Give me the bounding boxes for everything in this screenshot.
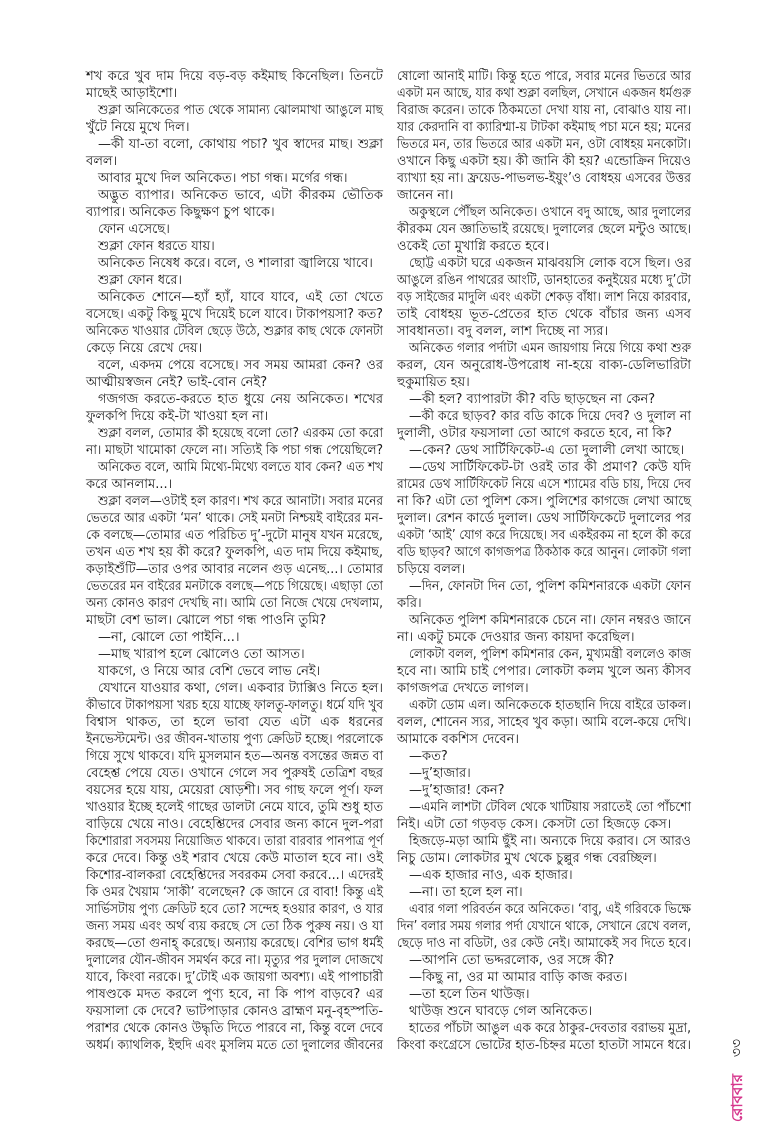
paragraph: [397, 782, 691, 799]
line-text: শুক্লা ফোন ধরতে যায়।: [98, 239, 215, 254]
paragraph: [397, 986, 691, 1003]
line-text: —আপনি তো ভদ্দরলোক, ওর সঙ্গে কী?: [409, 953, 615, 968]
line-text: বয়সের হয়ে যায়, মেয়েরা ষোড়শী। সব গাছ ফলে পূর্ণ। ফল: [86, 783, 383, 798]
line-text: সাবধানতা। বদু বলল, লাশ দিচ্ছে না স্যর।: [397, 324, 609, 339]
paragraph: [86, 221, 383, 238]
line-text: লোকটা বলল, পুলিশ কমিশনার কেন, মুখ্যমন্ত্রী বললেও কাজ: [409, 647, 691, 662]
line-text: সার্ভিসটায় পুণ্য ক্রেডিট হবে তো? সন্দেহ হওয়ার কারণ, ও যার: [86, 902, 383, 917]
line-text: ফয়সালা কে দেবে? ভাটপাড়ার কোনও ব্রাহ্মণ মনু-বৃহস্পতি-: [86, 1004, 383, 1019]
text-line: [86, 867, 383, 884]
text-line: [86, 68, 383, 85]
paragraph: [397, 748, 691, 765]
text-line: [397, 748, 691, 765]
text-line: [86, 544, 383, 561]
line-text: বলে, একদম পেয়ে বসেছে। সব সময় আমরা কেন? ওর: [98, 358, 383, 373]
line-text: শখ করে খুব দাম দিয়ে বড়-বড় কইমাছ কিনেছিল। তিনটে: [86, 69, 383, 84]
text-line: [86, 1037, 383, 1054]
line-text: —দু’হাজার।: [409, 766, 471, 781]
text-line: [86, 153, 383, 170]
line-text: ছেড়ে দাও না বডিটা, ওর কেউ নেই। আমাকেই সব দিতে হবে।: [397, 936, 691, 951]
line-text: —এক হাজার নাও, এক হাজার।: [409, 868, 573, 883]
line-text: বেহেশ্ত পেয়ে যেত। ওখানে গেলে সব পুরুষই তেত্রিশ বছর: [86, 766, 383, 781]
text-line: [86, 850, 383, 867]
text-line: [86, 799, 383, 816]
text-line: [86, 1020, 383, 1037]
line-text: শুক্লা অনিকেতের পাত থেকে সামান্য ঝোলমাখা আঙুলে মাছ: [98, 103, 383, 118]
line-text: জানেন না।: [397, 188, 454, 203]
text-line: [397, 442, 691, 459]
line-text: কেড়ে নিয়ে রেখে দেয়।: [86, 341, 203, 356]
line-text: না। একটু চমকে দেওয়ার জন্য কায়দা করেছিল।: [397, 630, 635, 645]
text-line: [397, 867, 691, 884]
paragraph: [397, 646, 691, 697]
text-line: [397, 714, 691, 731]
line-text: দুলাল। রেশন কার্ডে দুলাল। ডেথ সার্টিফিকেটে দুলালের পর: [397, 511, 691, 526]
text-line: [397, 153, 691, 170]
text-line: [397, 680, 691, 697]
text-line: [397, 1003, 691, 1020]
text-line: [397, 816, 691, 833]
line-text: অনিকেত পুলিশ কমিশনারকে চেনে না। ফোন নম্বরও জানে: [409, 613, 691, 628]
text-line: [86, 391, 383, 408]
paragraph: [397, 1020, 691, 1054]
line-text: —ডেথ সার্টিফিকেট-টা ওরই তার কী প্রমাণ? কেউ যদি: [409, 460, 691, 475]
text-line: [397, 102, 691, 119]
text-line: [397, 612, 691, 629]
text-line: [86, 204, 383, 221]
text-line: [86, 629, 383, 646]
line-text: বডি ছাড়ব? আগে কাগজপত্র ঠিকঠাক করে আনুন। লোকটা গলা: [397, 545, 691, 560]
text-line: [86, 306, 383, 323]
line-text: না। মাছটা খামোকা ফেলে না। সত্যিই কি পচা গন্ধ পেয়েছিলে?: [86, 443, 383, 458]
paragraph: [397, 799, 691, 833]
text-line: [86, 527, 383, 544]
text-line: [86, 969, 383, 986]
paragraph: [397, 952, 691, 969]
paragraph: [86, 357, 383, 391]
line-text: ছোট্ট একটা ঘরে একজন মাঝবয়সি লোক বসে ছিল। ওর: [409, 256, 691, 271]
line-text: —কত?: [409, 749, 448, 764]
line-text: কিশোরারা সবসময় নিয়োজিত থাকবে। তারা বারবার পানপাত্র পূর্ণ: [86, 834, 383, 849]
line-text: কিশোর-বালকরা বেহেশ্তিদের সবরকম সেবা করবে...। এদেরই: [86, 868, 383, 883]
paragraph: [86, 459, 383, 493]
paragraph: [86, 425, 383, 459]
text-line: [86, 680, 383, 697]
line-text: একটা ডোম এল। অনিকেতকে হাতছানি দিয়ে বাইরে ডাকল।: [409, 698, 691, 713]
text-line: [397, 578, 691, 595]
paragraph: [397, 765, 691, 782]
line-text: গজগজ করতে-করতে হাত ধুয়ে নেয় অনিকেত। শখের: [98, 392, 383, 407]
paragraph: [86, 272, 383, 289]
paragraph: [397, 901, 691, 952]
paragraph: [86, 255, 383, 272]
line-text: বিরাজ করেন। তাকে ঠিকমতো দেখা যায় না, বোঝাও যায় না।: [397, 103, 691, 118]
line-text: দুলালের যৌন-জীবন সমর্থন করে না। মৃত্যুর পর দুলাল দোজখে: [86, 953, 383, 968]
text-line: [397, 918, 691, 935]
text-line: [86, 782, 383, 799]
line-text: অনিকেত নিষেধ করে। বলে, ও শালারা জ্বালিয়ে খাবে।: [98, 256, 373, 271]
text-line: [86, 595, 383, 612]
line-text: বলল।: [86, 154, 118, 169]
line-text: কাগজপত্র দেখতে লাগল।: [397, 681, 529, 696]
text-line: [86, 340, 383, 357]
text-line: [86, 136, 383, 153]
text-line: [397, 238, 691, 255]
paragraph: [86, 680, 383, 1054]
paragraph: [86, 238, 383, 255]
paragraph: [397, 969, 691, 986]
line-text: হিজড়ে-মড়া আমি ছুঁই না। অন্যকে দিয়ে করাব। সে আরও: [409, 834, 691, 849]
line-text: ভিতরে মন, তার ভিতরে আর একটা মন, ওটা বোধহয় মনকোটা।: [397, 137, 691, 152]
text-line: [86, 578, 383, 595]
text-line: [86, 646, 383, 663]
paragraph: [397, 884, 691, 901]
line-text: না কি? এটা তো পুলিশ কেস। পুলিশের কাগজে লেখা আছে: [397, 494, 691, 509]
line-text: অনিকেত বলে, আমি মিথ্যে-মিথ্যে বলতে যাব কেন? এত শখ: [98, 460, 383, 475]
line-text: নিচু ডোম। লোকটার মুখ থেকে চুল্লুর গন্ধ বেরচ্ছিল।: [397, 851, 657, 866]
text-line: [397, 306, 691, 323]
paragraph: [397, 833, 691, 867]
line-text: করছে—তো গুনাহ্ করেছে। অন্যায় করেছে। বেশির ভাগ ধর্মই: [86, 936, 383, 951]
text-line: [86, 901, 383, 918]
paragraph: [397, 340, 691, 391]
text-line: [397, 629, 691, 646]
text-line: [397, 799, 691, 816]
text-line: [397, 136, 691, 153]
text-line: [86, 459, 383, 476]
line-text: —কী করে ছাড়ব? কার বডি কাকে দিয়ে দেব? ও দুলাল না: [409, 409, 691, 424]
paragraph: [397, 612, 691, 646]
text-line: [397, 476, 691, 493]
line-text: অদ্ভুত ব্যাপার। অনিকেত ভাবে, এটা কীরকম ভৌতিক: [98, 188, 383, 203]
line-text: ভেতরে আর একটা ‘মন’ থাকে। সেই মনটা নিশ্চয়ই বাইরের মন-: [86, 511, 383, 526]
line-text: অনিকেত খাওয়ার টেবিল ছেড়ে উঠে, শুক্লার কাছ থেকে ফোনটা: [86, 324, 383, 339]
right-column: [397, 68, 691, 1054]
text-line: [397, 782, 691, 799]
line-text: করে দেবে। কিন্তু ওই শরাব খেয়ে কেউ মাতাল হবে না। ওই: [86, 851, 383, 866]
text-line: [397, 595, 691, 612]
text-line: [86, 663, 383, 680]
line-text: একটা ‘আই’ যোগ করে দিয়েছে। সব একইরকম না হলে কী করে: [397, 528, 691, 543]
text-line: [397, 272, 691, 289]
text-line: [86, 884, 383, 901]
line-text: অধর্ম। ক্যাথলিক, ইহুদি এবং মুসলিম মতে তো দুলালের জীবনের: [86, 1038, 383, 1053]
text-line: [397, 544, 691, 561]
line-text: কীভাবে টাকাপয়সা খরচ হয়ে যাচ্ছে ফালতু-ফালতু। ধর্মে যদি খুব: [86, 698, 383, 713]
text-line: [397, 527, 691, 544]
text-line: [86, 374, 383, 391]
line-text: শুক্লা বলল—ওটাই হল কারণ। শখ করে আনাটা। সবার মনের: [98, 494, 383, 509]
paragraph: [86, 646, 383, 663]
line-text: যেখানে যাওয়ার কথা, গেল। একবার ট্যাক্সিও নিতে হল।: [98, 681, 383, 696]
line-text: রামের ডেথ সার্টিফিকেট নিয়ে এসে শ্যামের বডি চায়, দিয়ে দেব: [397, 477, 691, 492]
line-text: অন্য কোনও কারণ দেখছি না। আমি তো নিজে খেয়ে দেখলাম,: [86, 596, 383, 611]
text-line: [397, 391, 691, 408]
line-text: হবে না। আমি চাই পেপার। লোকটা কলম খুলে অন্য কীসব: [397, 664, 691, 679]
text-line: [397, 204, 691, 221]
line-text: আবার মুখে দিল অনিকেত। পচা গন্ধ। মর্গের গন্ধ।: [98, 171, 348, 186]
text-line: [86, 714, 383, 731]
text-line: [86, 119, 383, 136]
paragraph: [397, 442, 691, 459]
text-line: [397, 221, 691, 238]
line-text: পরাশর থেকে কোনও উদ্ধৃতি দিতে পারবে না, কিন্তু বলে দেবে: [86, 1021, 383, 1036]
paragraph: [397, 697, 691, 748]
text-line: [86, 170, 383, 187]
line-text: বাড়িয়ে খেয়ে নাও। বেহেশ্তিদের সেবার জন্য কানে দুল-পরা: [86, 817, 383, 832]
line-text: ষোলো আনাই মাটি। কিন্তু হতে পারে, সবার মনের ভিতরে আর: [397, 69, 691, 84]
text-line: [397, 340, 691, 357]
text-line: [86, 731, 383, 748]
line-text: দিন’ বলার সময় গলার পর্দা যেখানে থাকে, সেখানে রেখে বলল,: [397, 919, 691, 934]
page-number: ৩৩: [729, 1038, 745, 1058]
line-text: কীরকম যেন জ্ঞাতিভাই রয়েছে। দুলালের ছেলে মন্টুও আছে।: [397, 222, 691, 237]
text-line: [86, 323, 383, 340]
line-text: শুক্লা ফোন ধরে।: [98, 273, 183, 288]
line-text: হুকুমায়িত হয়।: [397, 375, 470, 390]
text-line: [86, 493, 383, 510]
line-text: —কেন? ডেথ সার্টিফিকেট-এ তো দুলালী লেখা আছে।: [409, 443, 685, 458]
line-text: বড় সাইজের মাদুলি এবং একটা শেকড় বাঁধা। লাশ নিয়ে কারবার,: [397, 290, 691, 305]
paragraph: [397, 867, 691, 884]
paragraph: [86, 663, 383, 680]
left-column: [86, 68, 383, 1054]
line-text: একটা মন আছে, যার কথা শুক্লা বলছিল, সেখানে একজন ধর্মগুরু: [397, 86, 691, 101]
text-line: [397, 170, 691, 187]
paragraph: [397, 1003, 691, 1020]
paragraph: [397, 255, 691, 340]
text-line: [397, 68, 691, 85]
text-line: [397, 850, 691, 867]
text-line: [86, 935, 383, 952]
paragraph: [397, 578, 691, 612]
line-text: দুলালী, ওটার ফয়সালা তো আগে করতে হবে, না কি?: [397, 426, 673, 441]
magazine-name: রোববার: [728, 1074, 746, 1122]
paragraph: [86, 102, 383, 136]
text-line: [86, 85, 383, 102]
text-line: [86, 748, 383, 765]
text-line: [397, 459, 691, 476]
line-text: থাউজ় শুনে ঘাবড়ে গেল অনিকেত।: [409, 1004, 593, 1019]
text-line: [397, 765, 691, 782]
paragraph: [86, 629, 383, 646]
text-line: [86, 561, 383, 578]
line-text: —দিন, ফোনটা দিন তো, পুলিশ কমিশনারকে একটা ফোন: [409, 579, 691, 594]
line-text: খাওয়ার ইচ্ছে হলেই গাছের ডালটা নেমে যাবে, তুমি শুধু হাত: [86, 800, 383, 815]
line-text: যার কেরদানি বা ক্যারিশ্মা-য় টাটকা কইমাছ পচা মনে হয়; মনের: [397, 120, 691, 135]
line-text: অকুস্থলে পৌঁছল অনিকেত। ওখানে বদু আছে, আর দুলালের: [409, 205, 691, 220]
line-text: তাই বোধহয় ভূত-প্রেতের হাত থেকে বাঁচার জন্য এসব: [397, 307, 691, 322]
line-text: বিশ্বাস থাকত, তা হলে ভাবা যেত এটা এক ধরনের: [86, 715, 383, 730]
line-text: বসেছে। একটু কিছু মুখে দিয়েই চলে যাবে। টাকাপয়সা? কত?: [86, 307, 383, 322]
text-line: [86, 952, 383, 969]
text-line: [86, 272, 383, 289]
text-line: [397, 663, 691, 680]
text-line: [397, 323, 691, 340]
line-text: তখন এত শখ হয় কী করে? ফুলকপি, এত দাম দিয়ে কইমাছ,: [86, 545, 383, 560]
line-text: ওখানে কিছু একটা হয়। কী জানি কী হয়? এন্ডোক্রিন দিয়েও: [397, 154, 691, 169]
line-text: আত্মীয়স্বজন নেই? ভাই-বোন নেই?: [86, 375, 268, 390]
text-line: [397, 408, 691, 425]
line-text: —তা হলে তিন থাউজ়।: [409, 987, 530, 1002]
line-text: —না, ঝোলে তো পাইনি...।: [98, 630, 240, 645]
line-text: ফোন এসেছে।: [98, 222, 170, 237]
text-line: [86, 833, 383, 850]
line-text: জন্য সময় এবং অর্থ ব্যয় করছে সে তো ঠিক পুরুষ নয়। ও যা: [86, 919, 383, 934]
line-text: হাতের পাঁচটা আঙুল এক করে ঠাকুর-দেবতার বরাভয় মুদ্রা,: [409, 1021, 691, 1036]
line-text: অনিকেত শোনে—হ্যাঁ হ্যাঁ, যাবে যাবে, এই তো খেতে: [98, 290, 383, 305]
text-line: [397, 646, 691, 663]
paragraph: [86, 187, 383, 221]
line-text: —কিছু না, ওর মা আমার বাড়ি কাজ করত।: [409, 970, 628, 985]
line-text: কে বলছে—তোমার এত পরিচিত দু’-দুটো মানুষ যখন মরেছে,: [86, 528, 383, 543]
line-text: ওকেই তো মুখাগ্নি করতে হবে।: [397, 239, 550, 254]
text-line: [86, 255, 383, 272]
line-text: ব্যাপার। অনিকেত কিছুক্ষণ চুপ থাকে।: [86, 205, 275, 220]
text-line: [397, 510, 691, 527]
line-text: মাছেই আড়াইশো।: [86, 86, 178, 101]
paragraph: [397, 68, 691, 204]
text-line: [397, 697, 691, 714]
paragraph: [397, 459, 691, 578]
line-text: করল, যেন অনুরোধ-উপরোধ না-হয়ে বাক্য-ডেলিভারিটা: [397, 358, 691, 373]
text-line: [397, 255, 691, 272]
paragraph: [86, 68, 383, 102]
text-line: [86, 238, 383, 255]
paragraph: [397, 408, 691, 442]
line-text: আঙুলে রঙিন পাথরের আংটি, ডানহাতের কনুইয়ের মধ্যে দু’টো: [397, 273, 691, 288]
line-text: —না। তা হলে হল না।: [409, 885, 523, 900]
text-line: [397, 493, 691, 510]
text-line: [397, 901, 691, 918]
text-line: [397, 935, 691, 952]
paragraph: [86, 136, 383, 170]
line-text: যাকগে, ও নিয়ে আর বেশি ভেবে লাভ নেই।: [98, 664, 321, 679]
line-text: খুঁটে নিয়ে মুখে দিল।: [86, 120, 190, 135]
text-line: [86, 187, 383, 204]
line-text: —এমনি লাশটা টেবিল থেকে খাটিয়ায় সরাতেই তো পাঁচশো: [409, 800, 691, 815]
text-line: [397, 119, 691, 136]
line-text: কি ওমর খৈয়াম ‘সাকী’ বলেছেন? কে জানে রে বাবা! কিন্তু এই: [86, 885, 383, 900]
text-line: [86, 1003, 383, 1020]
paragraph: [397, 204, 691, 255]
text-line: [86, 816, 383, 833]
line-text: কড়াইশুঁটি—তার ওপর আবার নলেন গুড় এনেছ...। তোমার: [86, 562, 383, 577]
text-line: [86, 357, 383, 374]
line-text: ফুলকপি দিয়ে কই-টা খাওয়া হল না।: [86, 409, 269, 424]
line-text: যাবে, কিংবা নরকে। দু’টোই এক জায়গা অবশ্য। এই পাপাচারী: [86, 970, 383, 985]
line-text: নিই। এটা তো গড়বড় কেস। কেসটা তো হিজড়ে কেস।: [397, 817, 672, 832]
text-line: [86, 289, 383, 306]
text-line: [86, 510, 383, 527]
line-text: আমাকে বকশিস দেবেন।: [397, 732, 520, 747]
text-line: [397, 952, 691, 969]
line-text: —কী যা-তা বলো, কোথায় পচা? খুব স্বাদের মাছ। শুক্লা: [98, 137, 383, 152]
text-line: [86, 697, 383, 714]
text-line: [86, 442, 383, 459]
text-line: [397, 425, 691, 442]
line-text: পাষণ্ডকে মদত করলে পুণ্য হবে, না কি পাপ বাড়বে? এর: [86, 987, 383, 1002]
text-line: [397, 731, 691, 748]
line-text: এবার গলা পরিবর্তন করে অনিকেত। ‘বাবু, এই গরিবকে ভিক্ষে: [409, 902, 691, 917]
line-text: ইনভেস্টমেন্ট। ওর জীবন-খাতায় পুণ্য ক্রেডিট হচ্ছে। পরলোকে: [86, 732, 383, 747]
line-text: অনিকেত গলার পর্দাটা এমন জায়গায় নিয়ে গিয়ে কথা শুরু: [409, 341, 691, 356]
paragraph: [86, 391, 383, 425]
text-line: [86, 986, 383, 1003]
text-line: [397, 561, 691, 578]
line-text: মাছটা বেশ ভাল। ঝোলে পচা গন্ধ পাওনি তুমি?: [86, 613, 327, 628]
line-text: করি।: [397, 596, 422, 611]
text-line: [86, 476, 383, 493]
line-text: বলল, শোনেন স্যর, সাহেব খুব কড়া। আমি বলে-কয়ে দেখি।: [397, 715, 691, 730]
text-line: [397, 986, 691, 1003]
text-line: [86, 408, 383, 425]
line-text: কিংবা কংগ্রেসে ভোটের হাত-চিহ্নর মতো হাতটা সামনে ধরে।: [397, 1038, 691, 1053]
text-line: [397, 289, 691, 306]
paragraph: [86, 289, 383, 357]
line-text: ভেতরের মন বাইরের মনটাকে বলছে—পচে গিয়েছে। এছাড়া তো: [86, 579, 383, 594]
paragraph: [86, 170, 383, 187]
line-text: ব্যাখ্যা হয় না। ফ্রয়েড-পাভলভ-ইয়ুং’ও বোধহয় এসবের উত্তর: [397, 171, 691, 186]
paragraph: [397, 391, 691, 408]
text-line: [86, 612, 383, 629]
text-line: [397, 833, 691, 850]
text-line: [397, 357, 691, 374]
line-text: শুক্লা বলল, তোমার কী হয়েছে বলো তো? এরকম তো করো: [98, 426, 383, 441]
paragraph: [86, 493, 383, 629]
text-line: [397, 884, 691, 901]
line-text: চড়িয়ে বলল।: [397, 562, 466, 577]
line-text: —দু’হাজার! কেন?: [409, 783, 505, 798]
text-line: [397, 1020, 691, 1037]
text-line: [86, 918, 383, 935]
text-line: [397, 187, 691, 204]
text-line: [397, 1037, 691, 1054]
line-text: গিয়ে সুখে থাকবে। যদি মুসলমান হত—অনন্ত বসন্তের জন্নত বা: [86, 749, 383, 764]
text-line: [86, 425, 383, 442]
text-line: [397, 374, 691, 391]
text-line: [86, 102, 383, 119]
text-line: [86, 221, 383, 238]
line-text: —মাছ খারাপ হলে ঝোলেও তো আসত।: [98, 647, 305, 662]
line-text: —কী হল? ব্যাপারটা কী? বডি ছাড়ছেন না কেন?: [409, 392, 656, 407]
line-text: করে আনলাম...।: [86, 477, 173, 492]
text-line: [397, 85, 691, 102]
text-line: [397, 969, 691, 986]
text-line: [86, 765, 383, 782]
